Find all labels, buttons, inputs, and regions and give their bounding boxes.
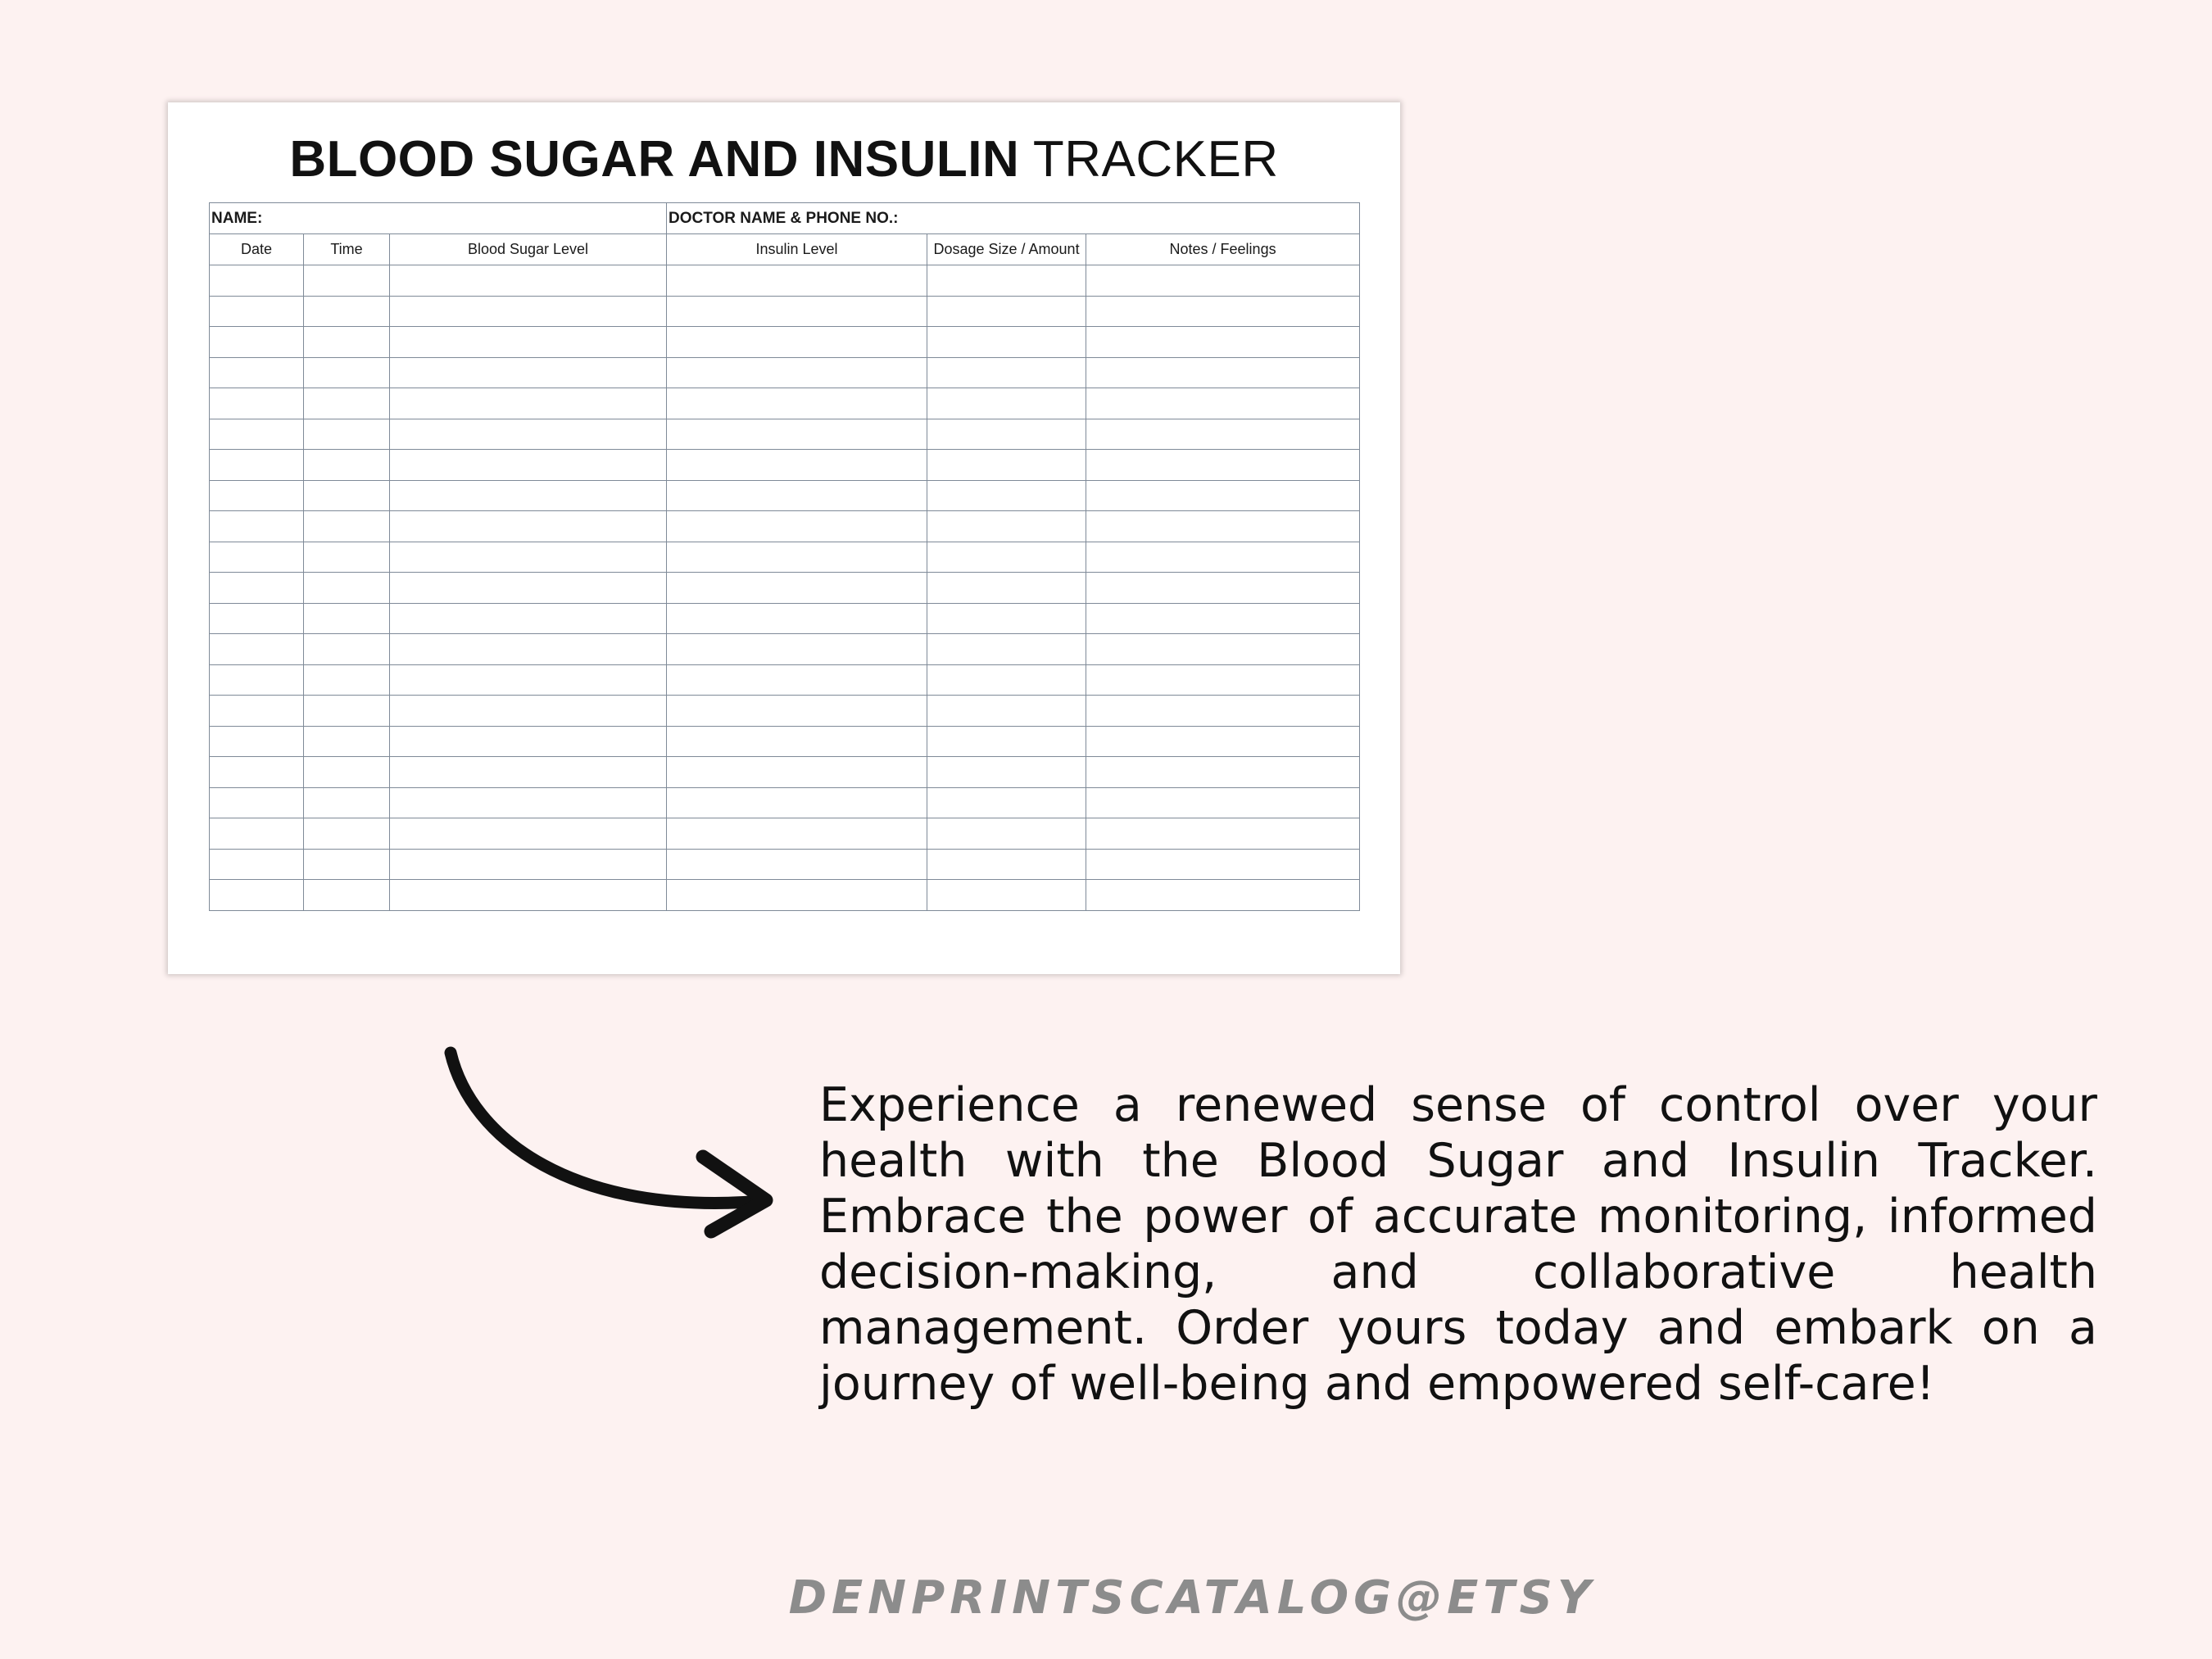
table-row xyxy=(210,327,1360,358)
table-row xyxy=(210,450,1360,481)
table-cell xyxy=(210,388,304,419)
table-cell xyxy=(1086,696,1360,727)
table-row xyxy=(210,419,1360,450)
table-cell xyxy=(390,634,667,665)
table-cell xyxy=(1086,511,1360,542)
table-cell xyxy=(210,818,304,850)
table-cell xyxy=(210,357,304,388)
table-cell xyxy=(927,603,1086,634)
table-cell xyxy=(210,265,304,297)
table-cell xyxy=(667,757,927,788)
table-cell xyxy=(210,450,304,481)
table-row xyxy=(210,265,1360,297)
tracker-table xyxy=(209,202,1360,911)
table-row xyxy=(210,573,1360,604)
table-cell xyxy=(210,327,304,358)
table-cell xyxy=(927,327,1086,358)
table-cell xyxy=(1086,542,1360,573)
table-cell xyxy=(927,296,1086,327)
table-cell xyxy=(304,573,390,604)
table-cell xyxy=(390,757,667,788)
table-row xyxy=(210,880,1360,911)
table-row xyxy=(210,664,1360,696)
table-cell xyxy=(667,265,927,297)
column-header-dosage: Dosage Size / Amount xyxy=(927,234,1086,265)
shop-watermark: DENPRINTSCATALOG@ETSY xyxy=(788,1571,1596,1625)
table-cell xyxy=(667,388,927,419)
table-cell xyxy=(390,603,667,634)
table-cell xyxy=(304,450,390,481)
table-cell xyxy=(667,849,927,880)
table-cell xyxy=(304,296,390,327)
table-cell xyxy=(1086,849,1360,880)
table-row xyxy=(210,726,1360,757)
column-header-time: Time xyxy=(304,234,390,265)
table-cell xyxy=(667,696,927,727)
table-cell xyxy=(667,357,927,388)
table-cell xyxy=(304,388,390,419)
table-cell xyxy=(667,419,927,450)
column-header-date: Date xyxy=(210,234,304,265)
table-row xyxy=(210,849,1360,880)
header-row xyxy=(210,234,1360,265)
doctor-field-label: DOCTOR NAME & PHONE NO.: xyxy=(667,203,1360,234)
table-cell xyxy=(390,450,667,481)
table-row xyxy=(210,480,1360,511)
table-cell xyxy=(304,265,390,297)
table-cell xyxy=(210,787,304,818)
table-row xyxy=(210,388,1360,419)
table-cell xyxy=(304,818,390,850)
table-row xyxy=(210,603,1360,634)
table-cell xyxy=(210,634,304,665)
table-cell xyxy=(1086,757,1360,788)
table-cell xyxy=(210,880,304,911)
table-row xyxy=(210,787,1360,818)
table-cell xyxy=(1086,787,1360,818)
table-cell xyxy=(304,634,390,665)
table-cell xyxy=(1086,726,1360,757)
table-cell xyxy=(667,664,927,696)
table-cell xyxy=(927,818,1086,850)
table-cell xyxy=(304,787,390,818)
table-cell xyxy=(390,419,667,450)
table-cell xyxy=(1086,480,1360,511)
table-cell xyxy=(927,511,1086,542)
info-row xyxy=(210,203,1360,234)
table-row xyxy=(210,634,1360,665)
table-cell xyxy=(210,696,304,727)
table-cell xyxy=(390,511,667,542)
table-cell xyxy=(390,787,667,818)
table-cell xyxy=(927,388,1086,419)
sheet-title-light: TRACKER xyxy=(1032,131,1279,188)
table-cell xyxy=(927,357,1086,388)
table-cell xyxy=(1086,388,1360,419)
table-cell xyxy=(927,849,1086,880)
table-cell xyxy=(390,327,667,358)
table-cell xyxy=(927,664,1086,696)
table-cell xyxy=(667,573,927,604)
table-cell xyxy=(667,603,927,634)
table-cell xyxy=(390,265,667,297)
table-cell xyxy=(1086,419,1360,450)
table-cell xyxy=(1086,265,1360,297)
table-cell xyxy=(1086,327,1360,358)
table-cell xyxy=(210,296,304,327)
table-cell xyxy=(927,726,1086,757)
table-cell xyxy=(210,664,304,696)
table-cell xyxy=(390,696,667,727)
table-cell xyxy=(667,296,927,327)
table-cell xyxy=(210,542,304,573)
table-row xyxy=(210,696,1360,727)
table-cell xyxy=(1086,603,1360,634)
table-cell xyxy=(927,634,1086,665)
table-cell xyxy=(304,542,390,573)
table-cell xyxy=(927,696,1086,727)
table-cell xyxy=(927,880,1086,911)
table-cell xyxy=(304,880,390,911)
table-cell xyxy=(390,388,667,419)
table-cell xyxy=(1086,573,1360,604)
table-cell xyxy=(1086,296,1360,327)
table-cell xyxy=(210,603,304,634)
table-cell xyxy=(1086,664,1360,696)
table-cell xyxy=(1086,818,1360,850)
table-row xyxy=(210,296,1360,327)
table-cell xyxy=(1086,357,1360,388)
table-cell xyxy=(927,787,1086,818)
table-cell xyxy=(390,818,667,850)
table-cell xyxy=(390,849,667,880)
table-cell xyxy=(667,511,927,542)
table-cell xyxy=(304,480,390,511)
table-cell xyxy=(210,419,304,450)
table-cell xyxy=(304,849,390,880)
table-cell xyxy=(667,880,927,911)
table-row xyxy=(210,757,1360,788)
table-cell xyxy=(304,603,390,634)
table-cell xyxy=(390,726,667,757)
table-cell xyxy=(1086,634,1360,665)
table-cell xyxy=(304,327,390,358)
table-row xyxy=(210,818,1360,850)
table-cell xyxy=(927,542,1086,573)
table-cell xyxy=(304,419,390,450)
table-cell xyxy=(390,542,667,573)
table-cell xyxy=(667,327,927,358)
table-cell xyxy=(210,573,304,604)
table-cell xyxy=(927,573,1086,604)
table-cell xyxy=(667,726,927,757)
table-cell xyxy=(210,849,304,880)
table-cell xyxy=(304,664,390,696)
table-row xyxy=(210,511,1360,542)
table-cell xyxy=(927,757,1086,788)
table-cell xyxy=(390,480,667,511)
sheet-title-bold: BLOOD SUGAR AND INSULIN xyxy=(289,131,1020,188)
table-cell xyxy=(390,296,667,327)
column-header-notes: Notes / Feelings xyxy=(1086,234,1360,265)
table-cell xyxy=(390,664,667,696)
name-field-label: NAME: xyxy=(210,203,667,234)
tracker-sheet-preview xyxy=(168,102,1400,974)
table-cell xyxy=(304,511,390,542)
table-cell xyxy=(210,757,304,788)
curved-arrow-icon xyxy=(434,1040,795,1253)
table-row xyxy=(210,357,1360,388)
column-header-insulin: Insulin Level xyxy=(667,234,927,265)
table-cell xyxy=(390,357,667,388)
table-cell xyxy=(304,696,390,727)
table-cell xyxy=(210,511,304,542)
table-cell xyxy=(304,757,390,788)
table-cell xyxy=(1086,880,1360,911)
table-cell xyxy=(210,480,304,511)
table-cell xyxy=(927,450,1086,481)
table-cell xyxy=(667,480,927,511)
table-cell xyxy=(667,818,927,850)
table-cell xyxy=(304,726,390,757)
table-cell xyxy=(210,726,304,757)
sheet-title xyxy=(168,130,1400,188)
table-cell xyxy=(390,573,667,604)
table-cell xyxy=(304,357,390,388)
table-cell xyxy=(1086,450,1360,481)
table-row xyxy=(210,542,1360,573)
column-header-blood-sugar: Blood Sugar Level xyxy=(390,234,667,265)
table-cell xyxy=(390,880,667,911)
table-cell xyxy=(667,787,927,818)
table-cell xyxy=(667,450,927,481)
table-cell xyxy=(667,542,927,573)
table-cell xyxy=(927,480,1086,511)
table-cell xyxy=(927,265,1086,297)
promo-description: Experience a renewed sense of control over your health with the Blood Sugar and Insulin Tracker. Embrace the power of accurate monitoring, informed decision-making, and collaborative health management. Order yours today and embark on a journey of well-being and empowered self-care! xyxy=(819,1078,2097,1411)
table-cell xyxy=(667,634,927,665)
table-cell xyxy=(927,419,1086,450)
